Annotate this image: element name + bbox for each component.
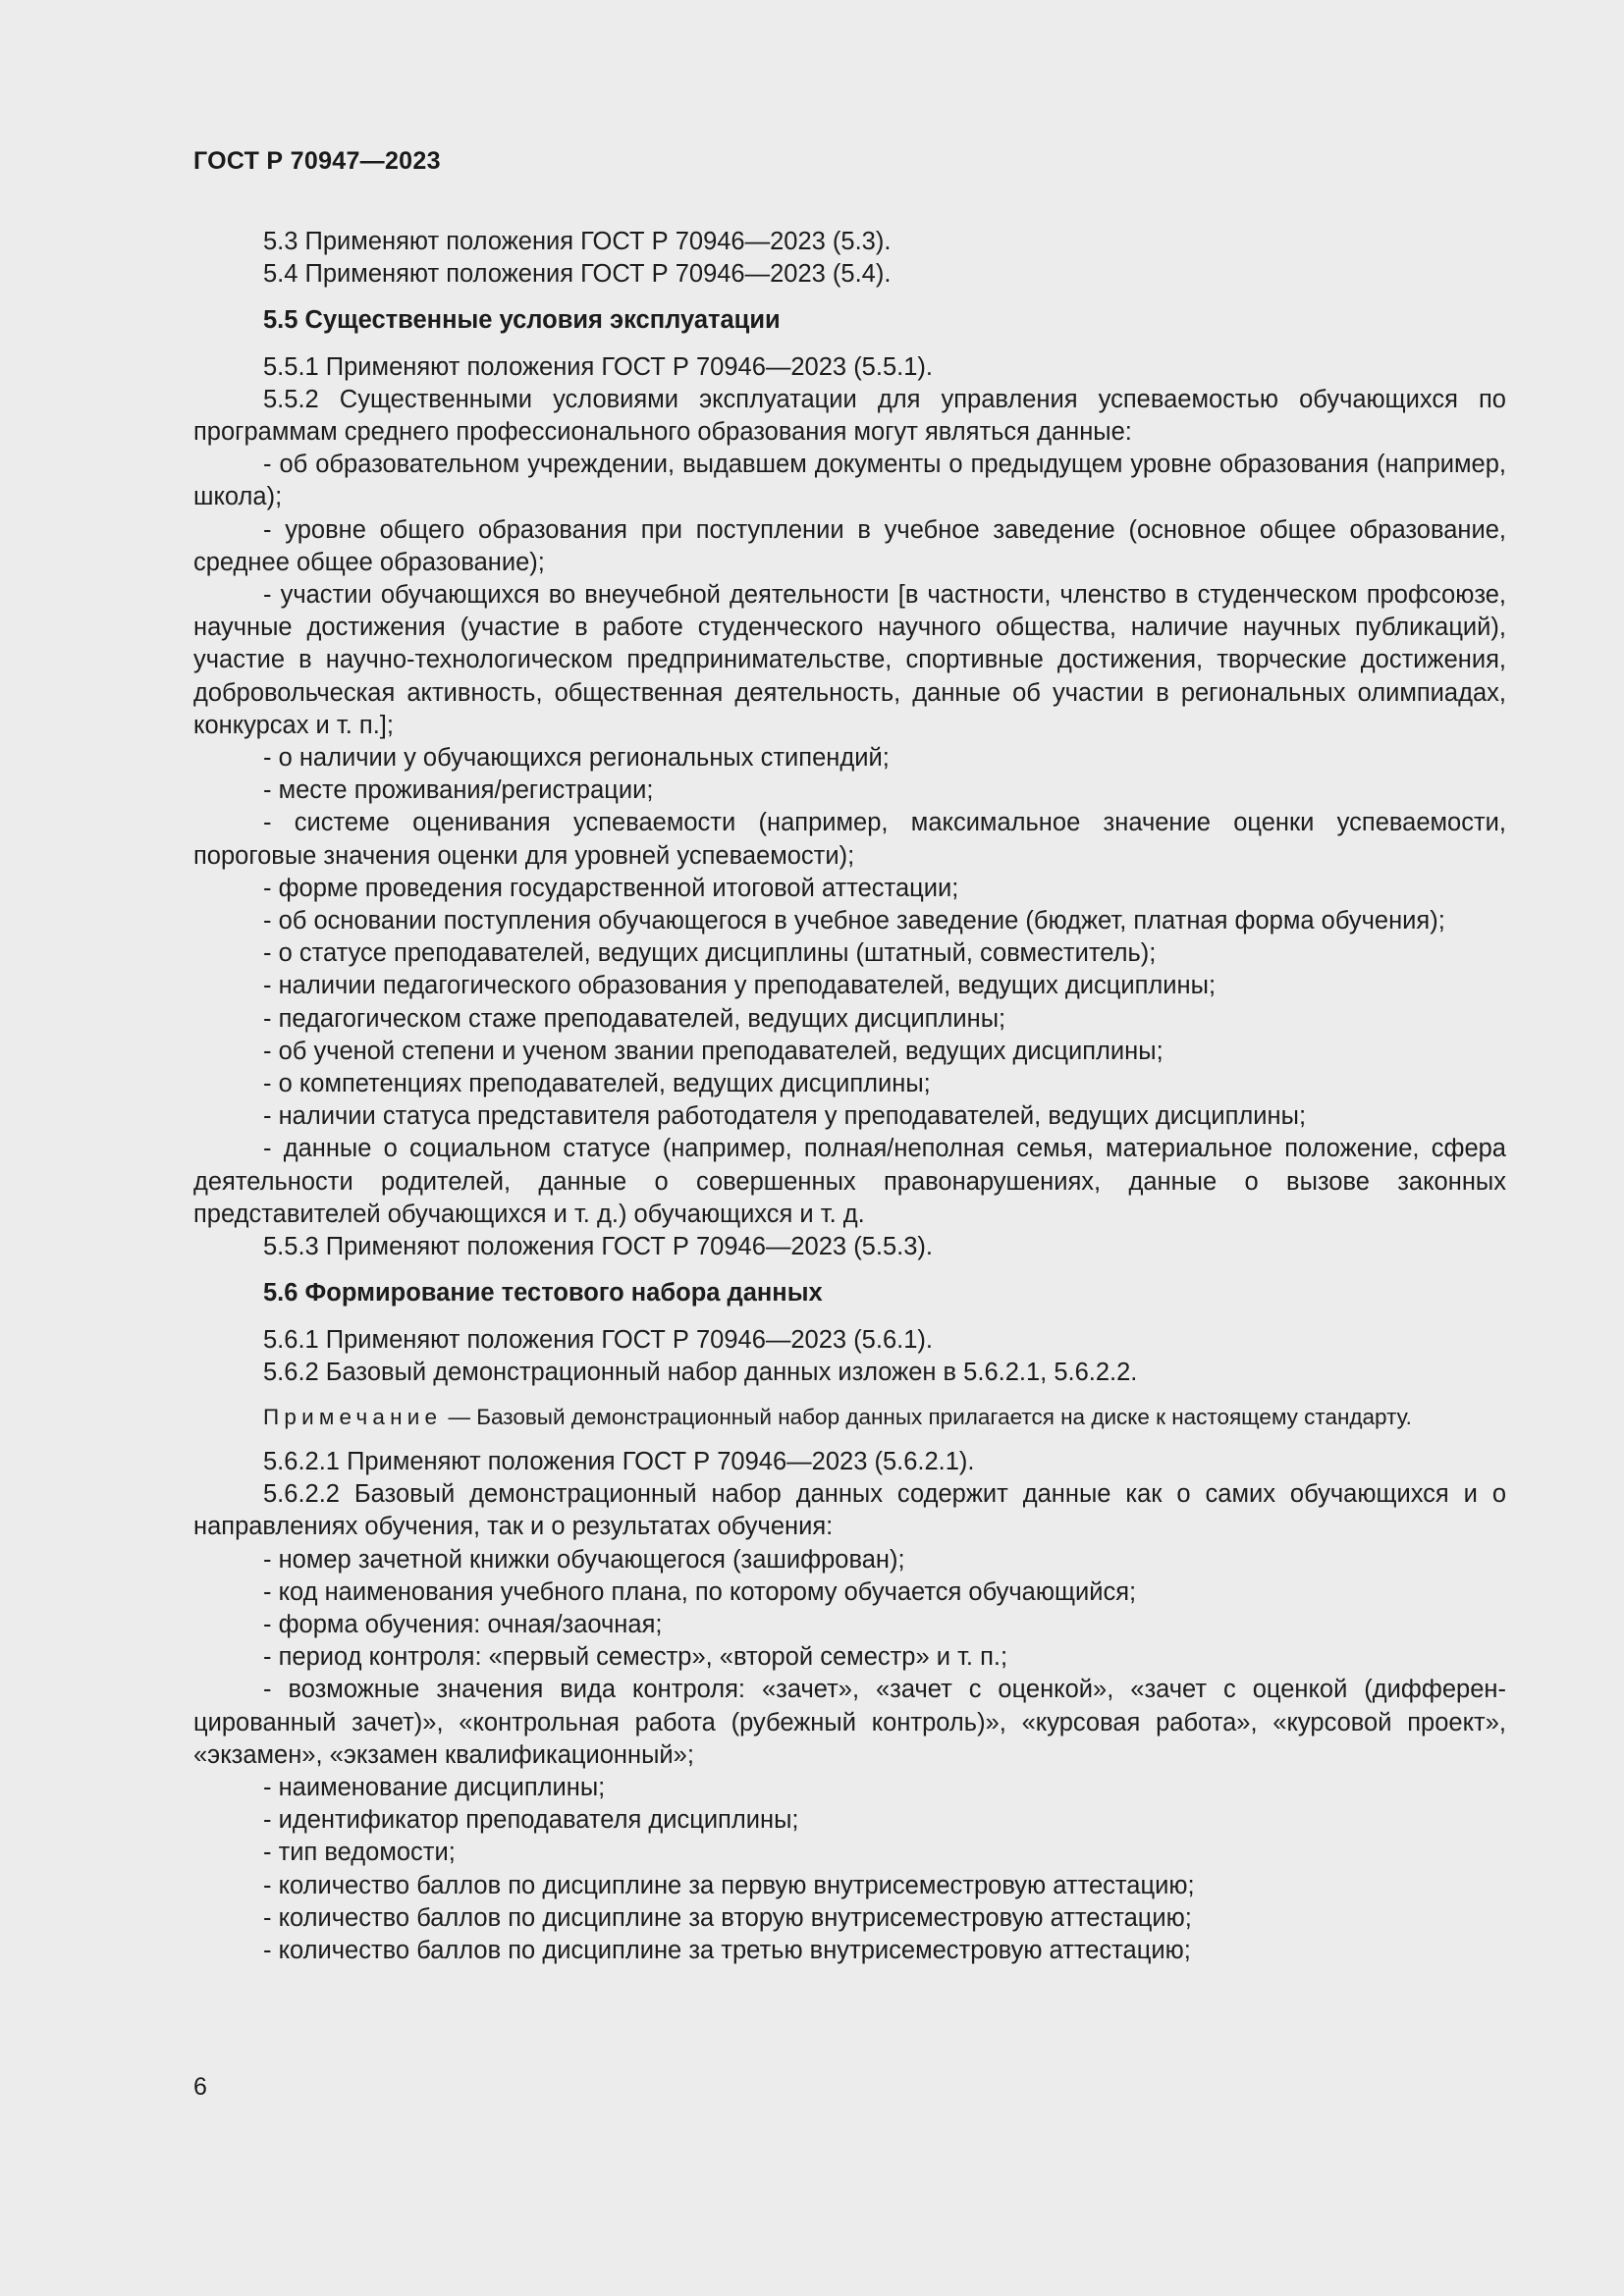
paragraph-5-3: 5.3 Применяют положения ГОСТ Р 70946—2023 (5.3).	[263, 228, 892, 255]
list-item: - данные о социальном статусе (например, полная/неполная семья, материальное положение, сфера деятельности родителей, данные о совершенных правонарушениях, данные о вызове законных представителей обучающихся и т. д.) обучающихся и т. д.	[193, 1135, 1506, 1228]
note-label: Примечание	[263, 1404, 443, 1429]
paragraph-5-6-1: 5.6.1 Применяют положения ГОСТ Р 70946—2023 (5.6.1).	[263, 1325, 933, 1354]
list-item: - педагогическом стаже преподавателей, ведущих дисциплины;	[263, 1004, 1006, 1033]
list-item: - наличии статуса представителя работодателя у преподавателей, ведущих дисциплины;	[263, 1102, 1307, 1131]
list-item: - об образовательном учреждении, выдавшем документы о предыдущем уровне образования (например, школа);	[193, 451, 1506, 511]
page-number: 6	[193, 2073, 207, 2101]
note-text: — Базовый демонстрационный набор данных прилагается на диске к настоящему стандарту.	[442, 1404, 1412, 1429]
list-item: - об ученой степени и ученом звании преподавателей, ведущих дисциплины;	[263, 1037, 1164, 1065]
paragraph-5-4: 5.4 Применяют положения ГОСТ Р 70946—2023 (5.4).	[263, 260, 892, 289]
list-item: - номер зачетной книжки обучающегося (зашифрован);	[263, 1545, 905, 1574]
list-item: - месте проживания/регистрации;	[263, 776, 654, 805]
list-item: - форме проведения государственной итоговой аттестации;	[263, 874, 959, 902]
list-item: - идентификатор преподавателя дисциплины;	[263, 1806, 799, 1835]
paragraph-5-6-2-2: 5.6.2.2 Базовый демонстрационный набор данных содержит данные как о самих обучающихся и о направлениях обучения, так и о результатах обучения:	[193, 1480, 1506, 1541]
section-heading-5-6: 5.6 Формирование тестового набора данных	[263, 1279, 823, 1308]
list-item: - количество баллов по дисциплине за третью внутрисеместровую аттестацию;	[263, 1936, 1191, 1964]
list-item: - об основании поступления обучающегося в учебное заведение (бюджет, платная форма обучения);	[263, 907, 1445, 935]
list-item: - о статусе преподавателей, ведущих дисциплины (штатный, совместитель);	[263, 939, 1157, 968]
list-item: - наименование дисциплины;	[263, 1773, 606, 1801]
paragraph-5-6-2-1: 5.6.2.1 Применяют положения ГОСТ Р 70946—2023 (5.6.2.1).	[263, 1447, 975, 1475]
note	[193, 1403, 1506, 1432]
list-item: - уровне общего образования при поступлении в учебное заведение (основное общее образование, среднее общее образование);	[193, 515, 1506, 576]
document-header: ГОСТ Р 70947—2023	[193, 147, 441, 175]
list-item: - о компетенциях преподавателей, ведущих дисциплины;	[263, 1070, 931, 1098]
paragraph-5-5-3: 5.5.3 Применяют положения ГОСТ Р 70946—2023 (5.5.3).	[263, 1233, 933, 1261]
document-body	[193, 226, 1506, 1967]
paragraph-5-5-1: 5.5.1 Применяют положения ГОСТ Р 70946—2023 (5.5.1).	[263, 352, 933, 381]
list-item: - о наличии у обучающихся региональных стипендий;	[263, 744, 890, 773]
list-item: - код наименования учебного плана, по которому обучается обучающийся;	[263, 1577, 1137, 1606]
section-heading-5-5: 5.5 Существенные условия эксплуатации	[263, 306, 781, 335]
list-item: - количество баллов по дисциплине за первую внутрисеместровую аттестацию;	[263, 1871, 1195, 1899]
list-item: - возможные значения вида контроля: «зачет», «зачет с оценкой», «зачет с оценкой (дифференцированный зачет)», «контрольная работа (рубежный контроль)», «курсовая работа», «курсовой проект», «экзамен», «экзамен квалификационный»;	[193, 1676, 1506, 1769]
paragraph-5-5-2: 5.5.2 Существенными условиями эксплуатации для управления успеваемостью обучающихся по программам среднего профессионального образования могут являться данные:	[193, 385, 1506, 447]
paragraph-5-6-2: 5.6.2 Базовый демонстрационный набор данных изложен в 5.6.2.1, 5.6.2.2.	[263, 1358, 1138, 1386]
list-item: - количество баллов по дисциплине за вторую внутрисеместровую аттестацию;	[263, 1903, 1192, 1932]
list-item: - наличии педагогического образования у преподавателей, ведущих дисциплины;	[263, 972, 1217, 1000]
list-item: - период контроля: «первый семестр», «второй семестр» и т. п.;	[263, 1643, 1008, 1672]
list-item: - форма обучения: очная/заочная;	[263, 1610, 663, 1638]
list-item: - системе оценивания успеваемости (например, максимальное значение оценки успеваемости, пороговые значения оценки для уровней успеваемости);	[193, 809, 1506, 870]
list-item: - тип ведомости;	[263, 1839, 456, 1867]
list-item: - участии обучающихся во внеучебной деятельности [в частности, членство в студенческом профсоюзе, научные достижения (участие в работе студенческого научного общества, наличие научных публикаций), участие в научно-технологическом предпринимательстве, спортивные достижения, творческие достижения, добровольческая активность, общественная деятельность, данные об участии в региональных олимпиадах, конкурсах и т. п.];	[193, 581, 1506, 739]
